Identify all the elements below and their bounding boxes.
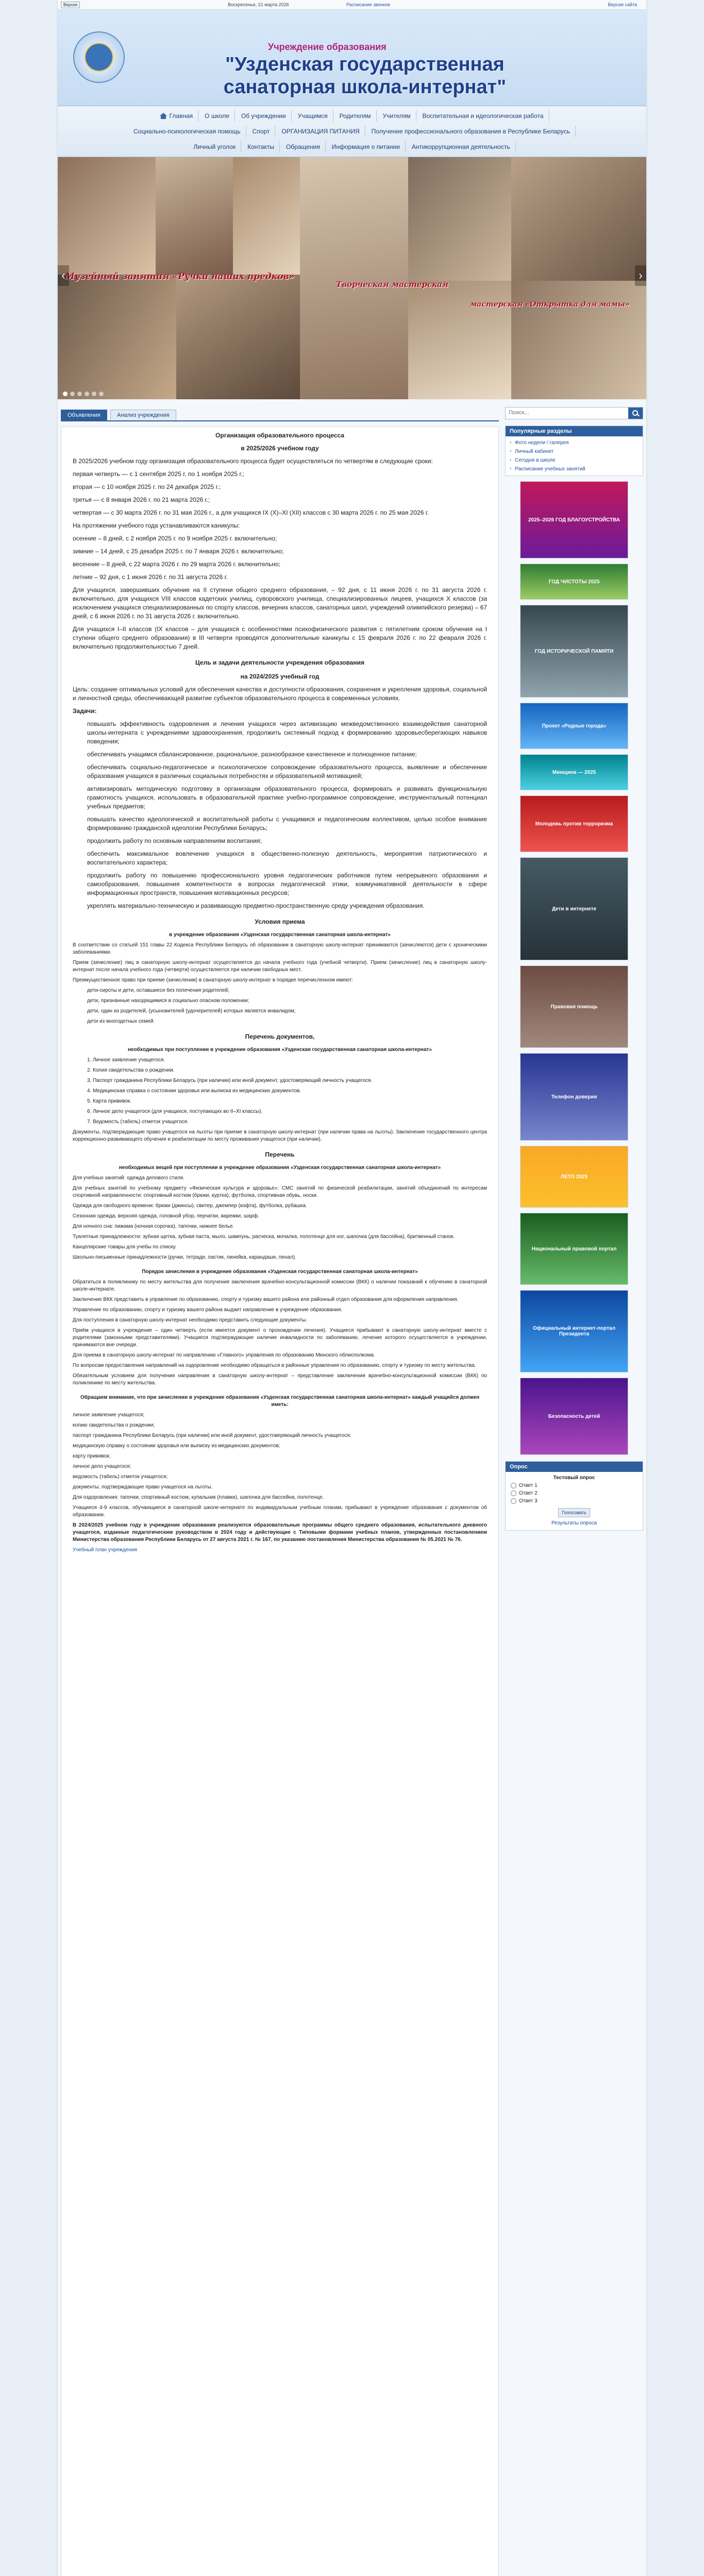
nav-psych-help[interactable]: Социально-психологическая помощь: [128, 126, 246, 137]
slider-prev-arrow[interactable]: ‹: [58, 265, 69, 286]
slider-dot[interactable]: [92, 392, 96, 396]
document-item: 5. Карта прививок.: [87, 1098, 132, 1104]
vacation-item: летние – 92 дня, с 1 июня 2026 г. по 31 августа 2026 г.: [73, 573, 228, 581]
popular-title: Популярные разделы: [506, 426, 643, 436]
slide-photo: [300, 157, 408, 399]
section-heading: Порядок зачисления в учреждение образования «Узденская государственная санаторная школа-интернат»: [142, 1269, 418, 1275]
section-heading: Обращаем внимание, что при зачислении в учреждение образования «Узденская государственная санаторная школа-интернат» каждый учащийся должен иметь:: [80, 1395, 480, 1408]
curriculum-link[interactable]: Учебный план учреждения: [73, 1547, 137, 1553]
nav-row-2: [58, 126, 646, 137]
quarter-item: первая четверть — с 1 сентября 2025 г. по 1 ноября 2025 г.;: [73, 470, 245, 478]
popular-link[interactable]: › Личный кабинет: [510, 447, 639, 456]
list-item: Канцелярские товары для учебы по списку.: [73, 1244, 177, 1250]
tab-announcements[interactable]: Объявления: [61, 410, 107, 420]
current-date: Воскресенье, 21 марта 2026: [228, 2, 289, 7]
slider-dot[interactable]: [99, 392, 104, 396]
document-item: 1. Личное заявление учащегося.: [87, 1057, 165, 1063]
sidebar-banner[interactable]: Официальный интернет-портал Президента: [520, 1290, 628, 1372]
slide-photo: [408, 157, 511, 281]
document-item: 7. Ведомость (табель) отметок учащегося.: [87, 1119, 189, 1125]
vacation-item: осенние – 8 дней, с 2 ноября 2025 г. по 9 ноября 2025 г. включительно;: [73, 535, 277, 542]
search-input[interactable]: [506, 408, 626, 418]
task-item: продолжить работу по основным направлениям воспитания;: [87, 837, 262, 844]
sidebar-banner[interactable]: Национальный правовой портал: [520, 1213, 628, 1285]
slider-dots: [63, 392, 104, 396]
list-item: личное дело учащегося;: [73, 1464, 131, 1469]
sidebar-banner[interactable]: Безопасность детей: [520, 1378, 628, 1455]
list-item: дети-сироты и дети, оставшиеся без попечения родителей;: [87, 988, 229, 993]
document-item: 6. Личное дело учащегося (для учащихся, поступающих во II–XI классы).: [87, 1109, 263, 1114]
slide-photo: [176, 275, 300, 399]
radio-icon[interactable]: [511, 1498, 516, 1504]
slide-caption: Музейный занятия «Ручки наших предков»: [65, 272, 295, 282]
slide-photo: [408, 281, 511, 399]
section-heading: в учреждение образования «Узденская государственная санаторная школа-интернат»: [169, 932, 391, 938]
slider-dot[interactable]: [77, 392, 82, 396]
slider-dot[interactable]: [70, 392, 75, 396]
poll-option-label: Ответ 3: [519, 1498, 538, 1504]
radio-icon[interactable]: [511, 1490, 516, 1496]
paragraph: Для поступления в санаторную школу-интернат необходимо представить следующие документы.: [73, 1317, 307, 1323]
section-heading: необходимых при поступлении в учреждение образования «Узденская государственная санаторная школа-интернат»: [128, 1047, 432, 1053]
task-item: повышать качество идеологической и воспитательной работы с учащимися и педагогическим коллективом, целью особое внимание формированию гражданской идеологии Республики Беларусь;: [87, 816, 487, 832]
section-heading: Перечень документов,: [245, 1033, 315, 1040]
logo-emblem: [85, 43, 113, 72]
slide-photo: [511, 157, 646, 281]
slide-photo: [511, 281, 646, 399]
paragraph: В 2024/2025 учебном году в учреждение образования реализуются образовательные программы общего среднего образования, испытательного дневного учащегося, изданные педагогическим руководством в 2024 году и действующие с Типовыми формами учебных планов, утвержденных постановлением Министерства образования Республики Беларусь от 27 августа 2021 г. № 167, по указанию постановления Министерства образования № 05.2021 № 76.: [73, 1522, 487, 1543]
section-heading: необходимых вещей при поступлении в учреждение образования «Узденская государственная санаторная школа-интернат»: [119, 1165, 441, 1171]
version-button[interactable]: Версия: [61, 2, 80, 8]
poll-option-label: Ответ 1: [519, 1483, 538, 1488]
paragraph: Управление по образованию, спорту и туризму вашего района выдает направление в учреждение образования.: [73, 1307, 343, 1313]
popular-link[interactable]: › Сегодня в школе: [510, 456, 639, 465]
list-item: Одежда для свободного времени: брюки (джинсы), свитер, джемпер (кофта), футболка, рубашка.: [73, 1203, 307, 1209]
list-item: дети, признанные находящимися в социально опасном положении;: [87, 998, 249, 1004]
nav-about[interactable]: О школе: [199, 110, 235, 122]
search-box: [505, 407, 643, 419]
poll-title: Опрос: [506, 1462, 643, 1472]
sidebar-banner[interactable]: Правовая помощь: [520, 965, 628, 1048]
poll-option[interactable]: [506, 1482, 643, 1489]
nav-teachers[interactable]: Учителям: [378, 110, 416, 122]
search-icon[interactable]: [628, 408, 643, 419]
popular-sections: [505, 426, 643, 476]
slide-photo: [156, 157, 233, 275]
vacation-item: зимние – 14 дней, с 25 декабря 2025 г. по 7 января 2026 г. включительно;: [73, 548, 284, 555]
paragraph: В соответствии со статьей 151 главы 22 Кодекса Республики Беларусь об образовании в санаторную школу-интернат принимаются (зачисляются) дети с хроническими заболеваниями.: [73, 942, 487, 955]
list-item: Для ночного сна: пижама (ночная сорочка), тапочки, нижнее белье.: [73, 1224, 234, 1229]
task-item: обеспечивать социально-педагогическое и психологическое сопровождение образовательного процесса, выявление и обеспечение образования учащихся в различных социальных потребностях и образовательной мотивацией;: [87, 764, 487, 779]
slide-photo: [58, 157, 156, 275]
paragraph: Преимущественное право при приеме (зачислении) в санаторную школу-интернат в порядке перечисленном имеют:: [73, 977, 354, 983]
list-item: Сезонная одежда, верхняя одежда, головной убор, перчатки, варежки, шарф.: [73, 1213, 259, 1219]
main-content: [61, 427, 499, 2576]
nav-parents[interactable]: Родителям: [334, 110, 377, 122]
list-item: документы, подтверждающие право учащегося на льготы.: [73, 1484, 213, 1490]
radio-icon[interactable]: [511, 1483, 516, 1488]
paragraph: Приём учащихся в учреждение – один четверть (если имеется документ о прохождении лечения). Учащиеся прибывают в санаторную школу-интернат вместе с родителями (законными представителями). Учащиеся подтверждающие наличие инвалидности по заболеванию, лечение которого осуществляется в учреждении, принимаются вне очереди.: [73, 1328, 487, 1348]
slider-next-arrow[interactable]: ›: [635, 265, 646, 286]
sidebar-banner[interactable]: Телефон доверия: [520, 1053, 628, 1141]
paragraph: Заключение ВКК представить в управление по образованию, спорту и туризму вашего района или районный отдел образования для оформления направления.: [73, 1297, 459, 1302]
nav-label: Главная: [169, 112, 193, 120]
section-heading: Организация образовательного процесса: [215, 432, 344, 439]
document-item: 3. Паспорт гражданина Республики Беларусь (при наличии) или иной документ, удостоверяющий личность учащегося.: [87, 1078, 373, 1083]
slide-photo: [233, 157, 300, 275]
sidebar-banner[interactable]: Проект «Родные города»: [520, 703, 628, 749]
nav-upbringing[interactable]: Воспитательная и идеологическая работа: [417, 110, 549, 122]
list-item: ведомость (табель) отметок учащегося;: [73, 1474, 168, 1480]
home-icon: [160, 113, 167, 119]
nav-row-1: [58, 110, 646, 122]
paragraph: Документы, подтверждающие право учащегося на льготы при приеме в санаторную школу-интернат (при наличии права на льготы). Заключение государственного центра коррекционно-развивающего обучения и реабилитации по месту проживания учащегося (при наличии).: [73, 1129, 487, 1142]
task-item: повышать эффективность оздоровления и лечения учащихся через активизацию межведомственного взаимодействия санаторной школы-интерната с учреждениями здравоохранения, продолжить системный подход к формированию здоровьесберегающих навыков поведения;: [87, 720, 487, 745]
paragraph: В 2025/2026 учебном году организация образовательного процесса будет осуществляться по четвертям в следующие сроки:: [73, 457, 433, 465]
site-wrapper: [58, 0, 646, 2576]
poll-option[interactable]: [506, 1497, 643, 1505]
document-item: 4. Медицинская справка о состоянии здоровья или выписка из медицинских документов.: [87, 1088, 301, 1094]
paragraph: Обратиться в поликлинику по месту жительства для получения заключения врачебно-консультационной комиссии (ВКК) о наличии показаний к обучению в санаторной школе-интернате.: [73, 1279, 487, 1292]
sidebar-banner[interactable]: ЛЕТО 2025: [520, 1146, 628, 1208]
paragraph: Обязательным условием для получения направления в санаторную школу-интернат – представление заключения врачебно-консультационной комиссии (ВКК) по поликлинике по месту жительства.: [73, 1373, 487, 1386]
sidebar-banner[interactable]: Минщина — 2025: [520, 754, 628, 790]
nav-nutrition[interactable]: ОРГАНИЗАЦИЯ ПИТАНИЯ: [276, 126, 365, 137]
poll-vote-button[interactable]: Голосовать: [558, 1508, 590, 1517]
list-item: дети из многодетных семей.: [87, 1019, 155, 1024]
task-item: обеспечить максимальное вовлечение учащихся в общественно-полезную деятельность, мероприятия патриотического и воспитательного характера;: [87, 850, 487, 866]
nav-personal-corner[interactable]: Личный уголок: [188, 141, 241, 152]
poll-option-label: Ответ 2: [519, 1490, 538, 1496]
schedule-link[interactable]: Расписание звонков: [346, 2, 390, 7]
poll-question: Тестовый опрос: [553, 1475, 595, 1481]
slide-caption: мастерская «Открытка для мамы»: [470, 300, 630, 309]
list-item: Учащиеся 4-9 классов, обучающиеся в санаторной школе-интернате по индивидуальным учебным планам, прибывают в учреждение образования с документом об образовании.: [73, 1505, 487, 1518]
task-item: активизировать методическую подготовку в организации образовательного процесса, формировать и развивать функциональную грамотность учащихся, использовать в образовательной практике учебно-программное сопровождение, инструментальный потенциал учебных предметов;: [87, 785, 487, 810]
section-heading: Условия приема: [255, 918, 305, 925]
sidebar-banner[interactable]: Молодежь против терроризма: [520, 795, 628, 852]
main-navigation: [58, 106, 646, 157]
section-heading: Перечень: [265, 1151, 295, 1158]
site-header: [58, 10, 646, 106]
sidebar-banner[interactable]: ГОД ЧИСТОТЫ 2025: [520, 564, 628, 600]
task-item: укреплять материально-техническую и развивающую предметно-пространственную среду учреждения образования.: [87, 902, 425, 909]
nav-home[interactable]: [155, 110, 198, 122]
nav-anticorruption[interactable]: Антикоррупционная деятельность: [407, 141, 516, 152]
paragraph: Для учащихся I–II классов (IX классов – для учащихся с особенностями психофизического развития с пятилетним сроком обучения на I ступени общего среднего образования) в III четверти проводятся дополнительные каникулы с 15 февраля 2026 г. по 22 февраля 2026 г. включительно продолжительностью 7 дней.: [73, 625, 487, 650]
visually-impaired-link[interactable]: Версия сайта: [608, 2, 637, 7]
nav-row-3: [58, 141, 646, 152]
section-heading: на 2024/2025 учебный год: [240, 673, 320, 680]
poll-box: [505, 1461, 643, 1531]
list-item: Для учебных занятий: одежда делового стиля.: [73, 1175, 185, 1181]
tab-analysis[interactable]: Анализ учреждения: [110, 410, 176, 420]
quarter-item: вторая — с 10 ноября 2025 г. по 24 декабря 2025 г.;: [73, 483, 221, 490]
paragraph: Для учащихся, завершивших обучение на II ступени общего среднего образования, – 92 дня, с 11 июня 2026 г. по 31 августа 2026 г. включительно, для учащихся VIII классов кадетских училищ, суворовского училища, специализированных лицеев, учащихся X классов (за исключением учащихся специализированных по спорту классов, вечерних классов, санаторных школ, учреждений олимпийского резерва) – 67 дней, с 6 июня 2026 г. по 31 августа 2026 г. включительно.: [73, 586, 487, 620]
slider-dot[interactable]: [85, 392, 89, 396]
paragraph: На протяжении учебного года устанавливаются каникулы:: [73, 522, 240, 529]
sidebar-banner[interactable]: ГОД ИСТОРИЧЕСКОЙ ПАМЯТИ: [520, 605, 628, 698]
nav-sport[interactable]: Спорт: [247, 126, 276, 137]
nav-students[interactable]: Учащимся: [293, 110, 333, 122]
header-subtitle: Учреждение образования: [268, 42, 387, 52]
slider-dot[interactable]: [63, 392, 68, 396]
vacation-item: весенние – 8 дней, с 22 марта 2026 г. по 29 марта 2026 г. включительно;: [73, 561, 281, 568]
task-item: продолжить работу по повышению профессионального уровня педагогических работников путем непрерывного образования и самообразования, повышения компетентности в вопросах педагогической этики, коммуникативной деятельности в сфере информационных пространств, повышения мотивационных ресурсов;: [87, 872, 487, 896]
sidebar-banner[interactable]: Дети в интернете: [520, 857, 628, 960]
nav-appeals[interactable]: Обращения: [281, 141, 326, 152]
list-item: карту прививок;: [73, 1453, 111, 1459]
sidebar-banner[interactable]: 2025–2026 ГОД БЛАГОУСТРОЙСТВА: [520, 481, 628, 558]
paragraph: Задачи:: [73, 707, 97, 715]
list-item: копию свидетельства о рождении;: [73, 1422, 155, 1428]
document-item: 2. Копия свидетельства о рождении.: [87, 1067, 175, 1073]
school-logo[interactable]: [73, 31, 125, 83]
quarter-item: третья — с 8 января 2026 г. по 21 марта 2026 г.;: [73, 496, 210, 503]
nav-prof-education[interactable]: Получение профессионального образования в Республике Беларусь: [366, 126, 576, 137]
popular-link[interactable]: › Фото недели / галерея: [510, 438, 639, 447]
paragraph: Цель: создание оптимальных условий для обеспечения качества и доступности образования, сохранения и укрепления здоровья, социальной и личностной среды, обеспечивающей развитие субъектов образовательного процесса в современных условиях.: [73, 686, 487, 702]
nav-food-info[interactable]: Информация о питании: [327, 141, 406, 152]
header-title: "Узденская государственная санаторная школа-интернат": [223, 54, 507, 98]
section-heading: в 2025/2026 учебном году: [241, 445, 319, 452]
list-item: Для учебных занятий по учебному предмету «Физическая культура и здоровье»: СМС занятий по физической реабилитации, занятий объединений по интересам спортивной направленности: спортивный костюм (брюки, куртка), футболка, спортивная обувь, носки.: [73, 1185, 487, 1198]
poll-option[interactable]: [506, 1489, 643, 1497]
paragraph: Для приема в санаторную школу-интернат по направлению «Главного» управления по образованию Минского облисполкома.: [73, 1352, 375, 1358]
popular-link[interactable]: › Расписание учебных занятий: [510, 465, 639, 473]
quarter-item: четвертая — с 30 марта 2026 г. по 31 мая 2026 г., а для учащихся IX (X)–XI (XII) классов с 30 марта 2026 г. по 25 мая 2026 г.: [73, 509, 429, 516]
list-item: паспорт гражданина Республики Беларусь (при наличии) или иной документ, удостоверяющий личность учащегося;: [73, 1433, 351, 1438]
slide-photo: [58, 275, 176, 399]
list-item: дети, один из родителей, (усыновителей (удочерителей) которых является инвалидом;: [87, 1008, 296, 1014]
photo-slider[interactable]: [58, 157, 646, 399]
list-item: Туалетные принадлежности: зубная щетка, зубная паста, мыло, шампунь, расческа, мочалка, полотенце для ног, шапочка (для бассейна), бритвенный станок.: [73, 1234, 455, 1240]
slide-caption: Творческая мастерская: [336, 280, 448, 289]
paragraph: Прием (зачисление) лиц в санаторную школу-интернат осуществляется до начала учебного года (учебной четверти). Прием (зачисление) лиц в санаторную школу-интернат после начала учебного года (четверти) осуществляется при наличии свободных мест.: [73, 960, 487, 973]
section-heading: Цель и задачи деятельности учреждения образования: [195, 659, 364, 666]
list-item: Для оздоровления: тапочки, спортивный костюм, купальник (плавки), шапочка для бассейна, полотенце.: [73, 1495, 324, 1500]
nav-institution[interactable]: Об учреждении: [236, 110, 292, 122]
list-item: медицинскую справку о состоянии здоровья или выписку из медицинских документов;: [73, 1443, 280, 1449]
list-item: личное заявление учащегося;: [73, 1412, 145, 1418]
top-bar: [58, 0, 646, 10]
sidebar: [505, 407, 643, 1531]
content-tabs: [61, 407, 499, 421]
paragraph: По вопросам предоставления направлений на оздоровление необходимо обращаться в районные управления по образованию, спорту и туризму по месту жительства.: [73, 1363, 476, 1368]
task-item: обеспечивать учащимся сбалансированное, рациональное, разнообразное качественное и полноценное питание;: [87, 751, 417, 758]
poll-results-link[interactable]: Результаты опроса: [551, 1520, 597, 1526]
nav-contacts[interactable]: Контакты: [242, 141, 280, 152]
list-item: Школьно-письменные принадлежности (ручки, тетради, ластик, линейка, карандаши, пенал).: [73, 1255, 296, 1260]
